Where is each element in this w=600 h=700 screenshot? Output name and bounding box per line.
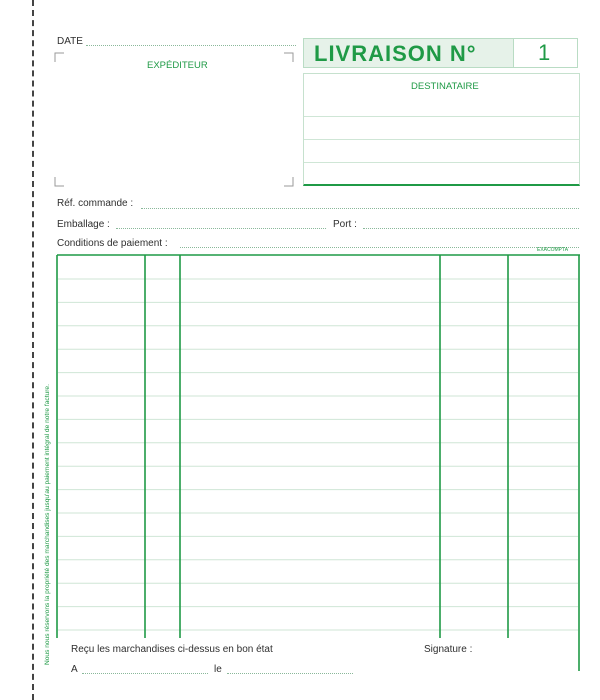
date-field[interactable] xyxy=(86,45,296,46)
recipient-line xyxy=(304,116,579,117)
title-divider xyxy=(513,39,514,67)
recipient-line xyxy=(304,139,579,140)
date-label: DATE xyxy=(57,36,83,47)
at-field[interactable] xyxy=(82,673,208,674)
recipient-label: DESTINATAIRE xyxy=(411,81,479,92)
packaging-field[interactable] xyxy=(116,228,326,229)
brand-mark: EXACOMPTA xyxy=(537,247,569,253)
ownership-note: Nous nous réservons la propriété des marchandises jusqu'au paiement intégral de notre facture. xyxy=(44,384,51,665)
on-field[interactable] xyxy=(227,673,353,674)
order-ref-label: Réf. commande : xyxy=(57,198,134,209)
received-label: Reçu les marchandises ci-dessus en bon état xyxy=(71,644,273,655)
shipping-label: Port : xyxy=(333,219,357,230)
order-ref-field[interactable] xyxy=(141,208,579,209)
sender-box[interactable] xyxy=(54,52,294,188)
payment-field[interactable] xyxy=(180,247,579,248)
perforation-line xyxy=(32,0,34,700)
payment-label: Conditions de paiement : xyxy=(57,238,168,249)
sender-label: EXPÉDITEUR xyxy=(147,60,208,71)
title-box xyxy=(303,38,578,68)
delivery-title: LIVRAISON N° xyxy=(314,41,477,66)
recipient-line xyxy=(304,162,579,163)
on-label: le xyxy=(214,664,222,675)
at-label: A xyxy=(71,664,78,675)
packaging-label: Emballage : xyxy=(57,219,110,230)
shipping-field[interactable] xyxy=(363,228,579,229)
delivery-number: 1 xyxy=(538,40,551,65)
signature-label: Signature : xyxy=(424,644,473,655)
items-table[interactable] xyxy=(56,253,582,673)
